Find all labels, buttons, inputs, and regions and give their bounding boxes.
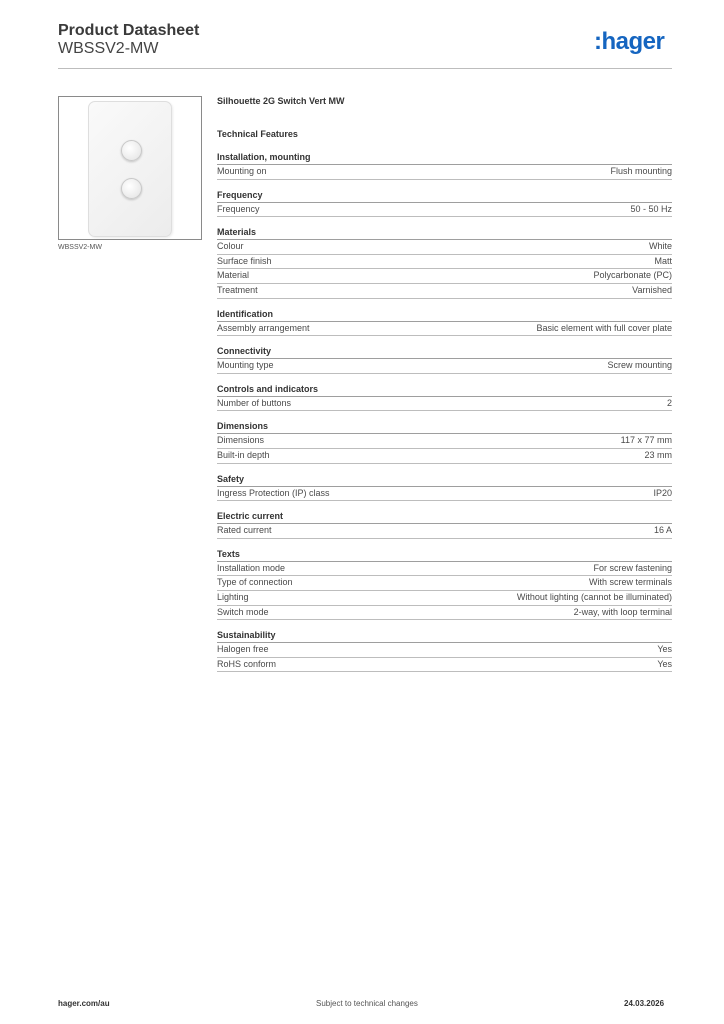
product-image <box>58 96 202 240</box>
feature-groups <box>217 152 672 672</box>
feature-value: 2 <box>666 397 672 408</box>
feature-group-title: Identification <box>217 309 672 322</box>
feature-label: Installation mode <box>217 562 286 573</box>
product-code: WBSSV2-MW <box>58 40 159 57</box>
feature-group-title: Controls and indicators <box>217 384 672 397</box>
feature-label: Mounting on <box>217 166 267 176</box>
feature-value: Polycarbonate (PC) <box>593 270 672 281</box>
feature-label: Material <box>217 270 250 281</box>
feature-row <box>217 434 672 449</box>
feature-row <box>217 562 672 577</box>
footer-date: 24.03.2026 <box>624 999 665 1008</box>
feature-value: Screw mounting <box>607 360 672 371</box>
feature-label: Mounting type <box>217 360 274 371</box>
feature-row <box>217 203 672 218</box>
footer-notice: Subject to technical changes <box>316 999 418 1008</box>
feature-group-title: Installation, mounting <box>217 152 672 165</box>
header-divider <box>58 68 672 69</box>
feature-label: Halogen free <box>217 644 269 655</box>
feature-row <box>217 322 672 337</box>
feature-row <box>217 255 672 270</box>
feature-group-title: Electric current <box>217 511 672 524</box>
feature-value: Basic element with full cover plate <box>536 322 672 333</box>
feature-group-title: Materials <box>217 227 672 240</box>
switch-button-icon <box>121 178 142 199</box>
feature-label: Frequency <box>217 203 260 214</box>
feature-value: White <box>648 241 672 252</box>
feature-row <box>217 643 672 658</box>
feature-row <box>217 240 672 255</box>
feature-value: IP20 <box>653 487 672 498</box>
feature-group-title: Dimensions <box>217 421 672 434</box>
feature-group-title: Sustainability <box>217 630 672 643</box>
feature-label: Assembly arrangement <box>217 322 310 333</box>
feature-group-title: Safety <box>217 474 672 487</box>
feature-row <box>217 449 672 464</box>
feature-label: Colour <box>217 241 244 252</box>
feature-value: With screw terminals <box>588 577 672 588</box>
footer-website: hager.com/au <box>58 999 110 1008</box>
feature-label: Surface finish <box>217 255 272 266</box>
feature-value: 2-way, with loop terminal <box>573 606 672 617</box>
feature-value: Yes <box>657 658 672 669</box>
feature-value: 50 - 50 Hz <box>630 203 672 214</box>
hager-logo: :hager <box>594 28 665 55</box>
feature-row <box>217 606 672 621</box>
image-caption: WBSSV2-MW <box>58 244 102 251</box>
feature-row <box>217 269 672 284</box>
feature-group-title: Texts <box>217 549 672 562</box>
technical-content <box>217 96 672 672</box>
section-title: Technical Features <box>217 129 298 139</box>
feature-value: Yes <box>657 644 672 655</box>
feature-value: 23 mm <box>644 449 672 460</box>
feature-row <box>217 359 672 374</box>
feature-row <box>217 487 672 502</box>
feature-label: Ingress Protection (IP) class <box>217 487 330 498</box>
feature-value: 16 A <box>653 525 672 536</box>
feature-label: Type of connection <box>217 577 293 588</box>
feature-value: Without lighting (cannot be illuminated) <box>516 591 672 602</box>
feature-label: RoHS conform <box>217 658 277 669</box>
feature-value: Flush mounting <box>610 166 672 176</box>
feature-row <box>217 397 672 412</box>
feature-row <box>217 591 672 606</box>
feature-label: Lighting <box>217 591 249 602</box>
feature-label: Rated current <box>217 525 272 536</box>
feature-value: Varnished <box>632 284 672 295</box>
feature-row <box>217 284 672 299</box>
feature-label: Treatment <box>217 284 258 295</box>
feature-label: Switch mode <box>217 606 269 617</box>
feature-row <box>217 165 672 180</box>
feature-group-title: Connectivity <box>217 346 672 359</box>
feature-label: Dimensions <box>217 435 265 446</box>
feature-label: Built-in depth <box>217 449 270 460</box>
product-name: Silhouette 2G Switch Vert MW <box>217 96 345 106</box>
switch-plate <box>88 101 172 237</box>
feature-row <box>217 576 672 591</box>
feature-row <box>217 658 672 673</box>
feature-label: Number of buttons <box>217 397 292 408</box>
feature-value: For screw fastening <box>593 562 672 573</box>
page-title: Product Datasheet <box>58 22 200 39</box>
feature-value: Matt <box>654 255 672 266</box>
feature-group-title: Frequency <box>217 190 672 203</box>
feature-row <box>217 524 672 539</box>
switch-button-icon <box>121 140 142 161</box>
feature-value: 117 x 77 mm <box>620 435 672 446</box>
